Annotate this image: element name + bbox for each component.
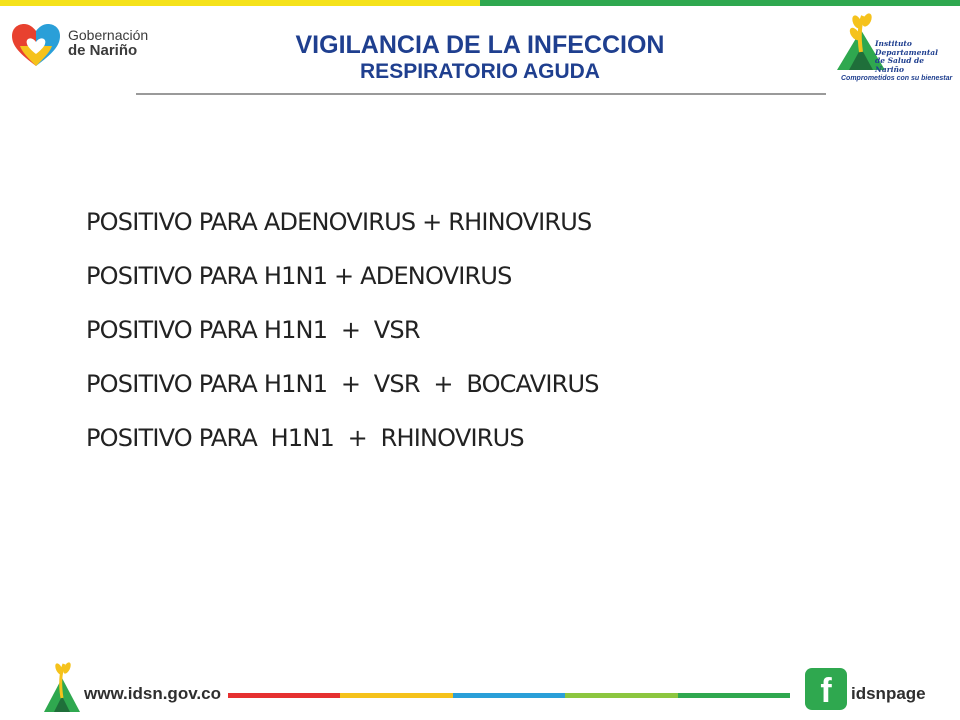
bar-segment-red bbox=[228, 693, 340, 698]
facebook-page-link[interactable]: idsnpage bbox=[851, 684, 926, 703]
title-underline bbox=[136, 93, 826, 95]
idsn-line1: Instituto bbox=[875, 39, 912, 48]
idsn-logo bbox=[835, 12, 955, 88]
result-item: POSITIVO PARA H1N1 + VSR bbox=[86, 316, 420, 344]
title-line2: RESPIRATORIO AGUDA bbox=[360, 60, 600, 83]
result-item: POSITIVO PARA H1N1 + ADENOVIRUS bbox=[86, 262, 512, 290]
bar-segment-yellow bbox=[340, 693, 452, 698]
footer-idsn-logo-icon bbox=[42, 660, 82, 714]
bar-segment-blue bbox=[453, 693, 565, 698]
idsn-tagline: Comprometidos con su bienestar bbox=[841, 75, 953, 82]
result-item: POSITIVO PARA ADENOVIRUS + RHINOVIRUS bbox=[86, 208, 592, 236]
heart-logo-icon bbox=[10, 22, 62, 68]
facebook-icon[interactable]: f bbox=[805, 668, 847, 710]
idsn-name bbox=[875, 40, 955, 74]
results-list bbox=[86, 200, 599, 470]
title-line1: VIGILANCIA DE LA INFECCION bbox=[295, 31, 665, 59]
gobernacion-line2: de Nariño bbox=[68, 42, 138, 59]
top-color-stripe bbox=[0, 0, 960, 6]
bar-segment-lightgreen bbox=[565, 693, 677, 698]
bar-segment-green bbox=[678, 693, 790, 698]
result-item: POSITIVO PARA H1N1 + RHINOVIRUS bbox=[86, 424, 524, 452]
result-item: POSITIVO PARA H1N1 + VSR + BOCAVIRUS bbox=[86, 370, 599, 398]
idsn-line2: Departamental bbox=[875, 47, 938, 57]
idsn-line3: de Salud de Nariño bbox=[875, 56, 925, 74]
slide-title bbox=[135, 30, 825, 84]
website-link[interactable]: www.idsn.gov.co bbox=[84, 684, 221, 703]
footer-color-bar bbox=[228, 693, 790, 698]
gobernacion-line1: Gobernación bbox=[68, 27, 149, 43]
stripe-green bbox=[480, 0, 960, 6]
stripe-yellow bbox=[0, 0, 480, 6]
